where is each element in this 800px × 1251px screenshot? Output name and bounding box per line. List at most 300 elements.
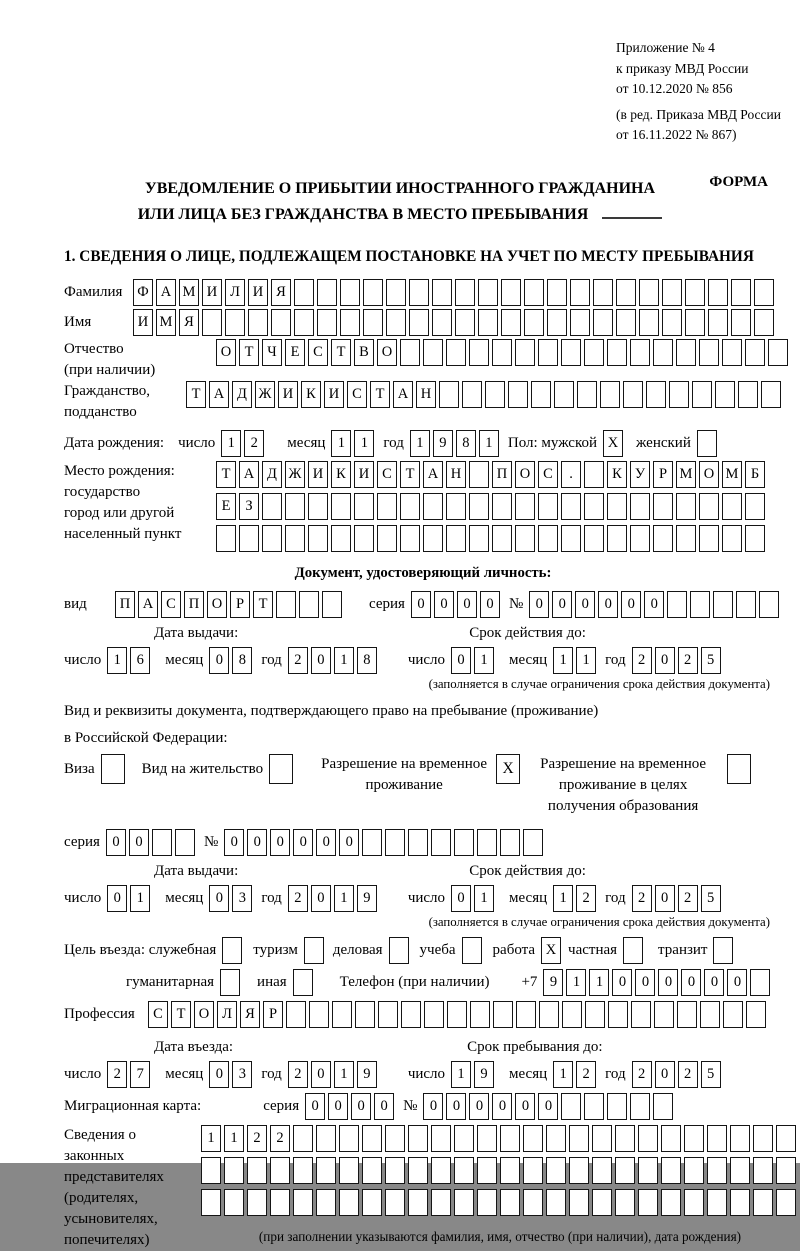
char-cell-empty [339,1157,359,1184]
char-cell-filled: И [202,279,222,306]
char-cell-empty [469,525,489,552]
mc-series-boxes [305,1093,397,1120]
char-cell-filled: Т [331,339,351,366]
char-cell-empty [661,1189,681,1216]
permit-issue-day-boxes [107,885,153,912]
char-cell-empty [561,339,581,366]
char-cell-empty [768,339,788,366]
char-cell-filled: О [207,591,227,618]
visa-checkbox [101,754,125,784]
char-cell-filled: 9 [543,969,563,996]
char-cell-filled: 1 [334,1061,354,1088]
char-cell-filled: 0 [411,591,431,618]
char-cell-empty [639,279,659,306]
char-cell-empty [455,309,475,336]
char-cell-filled: 2 [632,885,652,912]
sex-female-label: женский [636,435,691,451]
char-cell-filled: А [156,279,176,306]
char-cell-filled: 0 [598,591,618,618]
char-cell-empty [493,1001,513,1028]
char-cell-empty [423,339,443,366]
char-cell-filled: 9 [433,430,453,457]
char-cell-filled: К [301,381,321,408]
purpose-business-label: деловая [332,942,383,958]
char-cell-empty [432,309,452,336]
char-cell-filled: Ч [262,339,282,366]
char-cell-empty [538,339,558,366]
char-cell-empty [432,279,452,306]
char-cell-empty [615,1125,635,1152]
char-cell-empty [684,1125,704,1152]
char-cell-filled: Я [271,279,291,306]
char-cell-filled: З [239,493,259,520]
char-cell-empty [317,279,337,306]
char-cell-empty [616,279,636,306]
char-cell-filled: Р [230,591,250,618]
validity-note: (заполняется в случае ограничения срока действия документа) [428,677,770,691]
char-cell-filled: Д [262,461,282,488]
char-cell-empty [354,525,374,552]
char-cell-empty [708,279,728,306]
year-label: год [605,652,626,668]
char-cell-filled: О [194,1001,214,1028]
char-cell-empty [730,1157,750,1184]
char-cell-empty [469,461,489,488]
purpose-work-checkbox: X [541,937,561,964]
stay-month-boxes [553,1061,599,1088]
char-cell-filled: 8 [357,647,377,674]
char-cell-empty [386,309,406,336]
char-cell-filled: 0 [529,591,549,618]
char-cell-empty [584,525,604,552]
month-label: месяц [165,890,204,906]
entry-date-caption: Дата въезда: [154,1039,234,1055]
permit-valid-day-boxes [451,885,497,912]
char-cell-empty [690,591,710,618]
char-cell-empty [593,279,613,306]
doc-series-label: серия [369,596,405,612]
char-cell-filled: 0 [311,647,331,674]
purpose-humanitarian-label: гуманитарная [126,974,215,990]
char-cell-empty [363,279,383,306]
purpose-other-label: иная [257,974,287,990]
char-cell-empty [285,525,305,552]
char-cell-filled: С [161,591,181,618]
char-cell-filled: 2 [247,1125,267,1152]
char-cell-filled: Я [240,1001,260,1028]
char-cell-empty [362,829,382,856]
sex-male-checkbox: X [603,430,623,457]
char-cell-filled: 1 [224,1125,244,1152]
char-cell-filled: 9 [357,885,377,912]
char-cell-filled: 5 [701,647,721,674]
char-cell-filled: 1 [553,1061,573,1088]
char-cell-empty [431,1189,451,1216]
char-cell-empty [408,1125,428,1152]
char-cell-empty [546,1189,566,1216]
char-cell-filled: 0 [575,591,595,618]
char-cell-empty [362,1157,382,1184]
char-cell-filled: 1 [334,647,354,674]
char-cell-empty [308,525,328,552]
char-cell-empty [607,493,627,520]
char-cell-filled: 0 [339,829,359,856]
form-title-line2-text: ИЛИ ЛИЦА БЕЗ ГРАЖДАНСТВА В МЕСТО ПРЕБЫВАНИЯ [137,206,589,223]
char-cell-empty [708,309,728,336]
permit-intro-label: Вид и реквизиты документа, подтверждающего право на пребывание (проживание) [64,703,599,719]
char-cell-empty [224,1157,244,1184]
char-cell-empty [401,1001,421,1028]
char-cell-filled: А [138,591,158,618]
char-cell-filled: Б [745,461,765,488]
doc-valid-day-boxes [451,647,497,674]
char-cell-empty [400,339,420,366]
purpose-private-checkbox [623,937,643,964]
purpose-transit-checkbox [713,937,733,964]
char-cell-empty [524,309,544,336]
phone-boxes [543,969,773,996]
char-cell-filled: 7 [130,1061,150,1088]
char-cell-filled: 1 [334,885,354,912]
stay-day-boxes [451,1061,497,1088]
char-cell-empty [386,279,406,306]
char-cell-empty [439,381,459,408]
stay-year-boxes [632,1061,724,1088]
char-cell-filled: С [308,339,328,366]
char-cell-empty [377,493,397,520]
sex-female-checkbox [697,430,717,457]
temp-residence-checkbox: X [496,754,520,784]
char-cell-empty [446,525,466,552]
char-cell-empty [676,525,696,552]
char-cell-empty [607,339,627,366]
purpose-official-label: Цель въезда: служебная [64,942,217,958]
char-cell-filled: Е [285,339,305,366]
char-cell-empty [477,829,497,856]
legal-reps-line3-boxes [201,1189,799,1216]
char-cell-empty [515,493,535,520]
char-cell-filled: 1 [354,430,374,457]
char-cell-empty [722,493,742,520]
purpose-tourism-checkbox [304,937,324,964]
char-cell-filled: Ф [133,279,153,306]
char-cell-empty [600,381,620,408]
char-cell-empty [692,381,712,408]
char-cell-filled: С [148,1001,168,1028]
char-cell-filled: 1 [221,430,241,457]
day-label: число [407,890,446,906]
legal-reps-label: Сведения о законных представителях (родителях, усыновителях, попечителях) [64,1127,164,1248]
char-cell-empty [248,309,268,336]
char-cell-empty [262,525,282,552]
char-cell-empty [400,525,420,552]
char-cell-empty [707,1189,727,1216]
char-cell-filled: А [423,461,443,488]
visit-purpose-row [64,937,800,964]
birth-year-boxes [410,430,502,457]
phone-prefix-label: +7 [521,974,538,990]
mc-number-label: № [403,1098,418,1114]
char-cell-filled: 0 [423,1093,443,1120]
char-cell-filled: П [184,591,204,618]
char-cell-empty [730,1189,750,1216]
char-cell-empty [225,309,245,336]
char-cell-empty [615,1189,635,1216]
purpose-private-label: частная [568,942,618,958]
char-cell-empty [699,493,719,520]
day-label: число [64,890,102,906]
char-cell-filled: 2 [576,885,596,912]
char-cell-filled: 0 [552,591,572,618]
permit-number-boxes [224,829,546,856]
char-cell-filled: О [216,339,236,366]
char-cell-empty [492,339,512,366]
char-cell-empty [570,279,590,306]
char-cell-empty [776,1157,796,1184]
doc-number-boxes [529,591,782,618]
char-cell-empty [262,493,282,520]
char-cell-filled: П [115,591,135,618]
permit-series-row [64,829,800,856]
char-cell-filled: А [239,461,259,488]
char-cell-filled: У [630,461,650,488]
char-cell-filled: 0 [107,885,127,912]
char-cell-empty [385,1189,405,1216]
fill-instructions-note: (при заполнении указываются фамилия, имя, отчество (при наличии), дата рождения) [258,1229,742,1244]
revision-block [616,105,782,146]
char-cell-empty [662,309,682,336]
char-cell-empty [684,1157,704,1184]
char-cell-empty [478,309,498,336]
char-cell-empty [515,339,535,366]
char-cell-empty [201,1189,221,1216]
char-cell-empty [646,381,666,408]
char-cell-filled: 0 [129,829,149,856]
doc-validity-note [64,676,776,693]
doc-dates-row [64,647,800,674]
month-label: месяц [165,652,204,668]
char-cell-filled: 1 [410,430,430,457]
char-cell-empty [423,525,443,552]
month-label: месяц [509,1066,548,1082]
char-cell-filled: С [377,461,397,488]
char-cell-empty [500,1125,520,1152]
char-cell-filled: И [308,461,328,488]
surname-label: Фамилия [64,284,123,300]
profession-label: Профессия [64,1006,135,1022]
form-body [64,279,800,1251]
char-cell-filled: И [324,381,344,408]
char-cell-empty [454,1157,474,1184]
char-cell-empty [700,1001,720,1028]
char-cell-empty [477,1125,497,1152]
char-cell-empty [385,1125,405,1152]
char-cell-empty [446,339,466,366]
char-cell-filled: 0 [209,1061,229,1088]
char-cell-empty [462,381,482,408]
appendix-line: Приложение № 4 [616,40,715,55]
char-cell-empty [523,1157,543,1184]
char-cell-empty [531,381,551,408]
char-cell-filled: 2 [678,885,698,912]
char-cell-empty [175,829,195,856]
char-cell-filled: Т [370,381,390,408]
day-label: число [178,435,216,451]
day-label: число [64,1066,102,1082]
permit-series-boxes [106,829,198,856]
char-cell-empty [754,279,774,306]
char-cell-filled: 0 [106,829,126,856]
char-cell-empty [477,1189,497,1216]
char-cell-empty [408,829,428,856]
doc-issue-year-boxes [288,647,380,674]
char-cell-filled: 2 [678,1061,698,1088]
permit-intro-line1 [64,698,800,725]
citizenship-label: Гражданство, подданство [64,383,151,420]
char-cell-empty [271,309,291,336]
char-cell-empty [730,1125,750,1152]
char-cell-filled: 2 [576,1061,596,1088]
char-cell-empty [408,1189,428,1216]
form-title-line1: УВЕДОМЛЕНИЕ О ПРИБЫТИИ ИНОСТРАННОГО ГРАЖДАНИНА [144,180,656,197]
section1-heading: 1. СВЕДЕНИЯ О ЛИЦЕ, ПОДЛЕЖАЩЕМ ПОСТАНОВКЕ НА УЧЕТ ПО МЕСТУ ПРЕБЫВАНИЯ [64,248,754,265]
char-cell-filled: 0 [209,647,229,674]
char-cell-filled: М [156,309,176,336]
char-cell-filled: Ж [285,461,305,488]
char-cell-filled: 0 [224,829,244,856]
char-cell-empty [561,493,581,520]
char-cell-empty [585,1001,605,1028]
char-cell-empty [685,279,705,306]
char-cell-filled: 1 [553,885,573,912]
patronymic-boxes [216,339,791,366]
title-blank-line [602,203,662,219]
char-cell-empty [431,829,451,856]
char-cell-empty [623,381,643,408]
char-cell-filled: 1 [553,647,573,674]
char-cell-empty [592,1157,612,1184]
char-cell-filled: И [248,279,268,306]
birth-date-sex-row [64,430,800,457]
char-cell-empty [286,1001,306,1028]
char-cell-empty [569,1157,589,1184]
char-cell-filled: 2 [288,647,308,674]
char-cell-empty [577,381,597,408]
header-reference-block [616,38,782,192]
char-cell-empty [454,829,474,856]
appendix-line: к приказу МВД России [616,60,749,76]
char-cell-filled: 2 [678,647,698,674]
doc-valid-year-boxes [632,647,724,674]
char-cell-empty [299,591,319,618]
char-cell-filled: 0 [316,829,336,856]
char-cell-empty [615,1157,635,1184]
char-cell-empty [677,1001,697,1028]
birthplace-line2-boxes [216,493,768,520]
char-cell-filled: И [133,309,153,336]
char-cell-empty [547,309,567,336]
char-cell-filled: 3 [232,885,252,912]
char-cell-filled: 0 [434,591,454,618]
char-cell-filled: В [354,339,374,366]
char-cell-empty [500,829,520,856]
residence-permit-checkbox [269,754,293,784]
birth-month-boxes [331,430,377,457]
char-cell-filled: 0 [655,647,675,674]
char-cell-filled: 0 [480,591,500,618]
char-cell-filled: Т [239,339,259,366]
char-cell-empty [753,1157,773,1184]
char-cell-empty [630,493,650,520]
char-cell-empty [639,309,659,336]
char-cell-empty [546,1125,566,1152]
char-cell-filled: 1 [576,647,596,674]
char-cell-empty [431,1157,451,1184]
char-cell-empty [776,1189,796,1216]
char-cell-empty [684,1189,704,1216]
permit-dates-row [64,885,800,912]
char-cell-filled: Т [216,461,236,488]
char-cell-empty [423,493,443,520]
valid-until-caption: Срок действия до: [469,625,586,641]
birthplace-boxes [216,461,768,557]
char-cell-filled: К [607,461,627,488]
surname-boxes [133,279,777,306]
char-cell-empty [294,309,314,336]
char-cell-empty [676,493,696,520]
char-cell-empty [754,309,774,336]
visa-label: Виза [64,761,95,777]
validity-note: (заполняется в случае ограничения срока действия документа) [428,915,770,929]
char-cell-filled: 1 [107,647,127,674]
day-label: число [407,652,446,668]
char-cell-empty [753,1189,773,1216]
char-cell-filled: Т [171,1001,191,1028]
char-cell-empty [317,309,337,336]
day-label: число [407,1066,446,1082]
form-title-line2 [64,202,736,228]
char-cell-empty [276,591,296,618]
char-cell-filled: 0 [311,1061,331,1088]
char-cell-filled: 2 [270,1125,290,1152]
patronymic-label: Отчество (при наличии) [64,341,156,378]
char-cell-empty [630,525,650,552]
permit-intro-label-2: в Российской Федерации: [64,730,228,746]
legal-reps-line1-boxes [201,1125,799,1152]
char-cell-empty [546,1157,566,1184]
char-cell-empty [446,493,466,520]
surname-row [64,279,800,306]
entry-day-boxes [107,1061,153,1088]
entry-year-boxes [288,1061,380,1088]
char-cell-filled: 0 [451,885,471,912]
profession-boxes [148,1001,769,1028]
char-cell-empty [316,1189,336,1216]
char-cell-empty [731,279,751,306]
char-cell-empty [570,309,590,336]
char-cell-empty [224,1189,244,1216]
char-cell-filled: 0 [351,1093,371,1120]
given-name-boxes [133,309,777,336]
entry-month-boxes [209,1061,255,1088]
char-cell-empty [593,309,613,336]
char-cell-empty [584,1093,604,1120]
char-cell-empty [753,1125,773,1152]
char-cell-empty [294,279,314,306]
permit-valid-year-boxes [632,885,724,912]
char-cell-filled: 6 [130,647,150,674]
char-cell-filled: 0 [451,647,471,674]
